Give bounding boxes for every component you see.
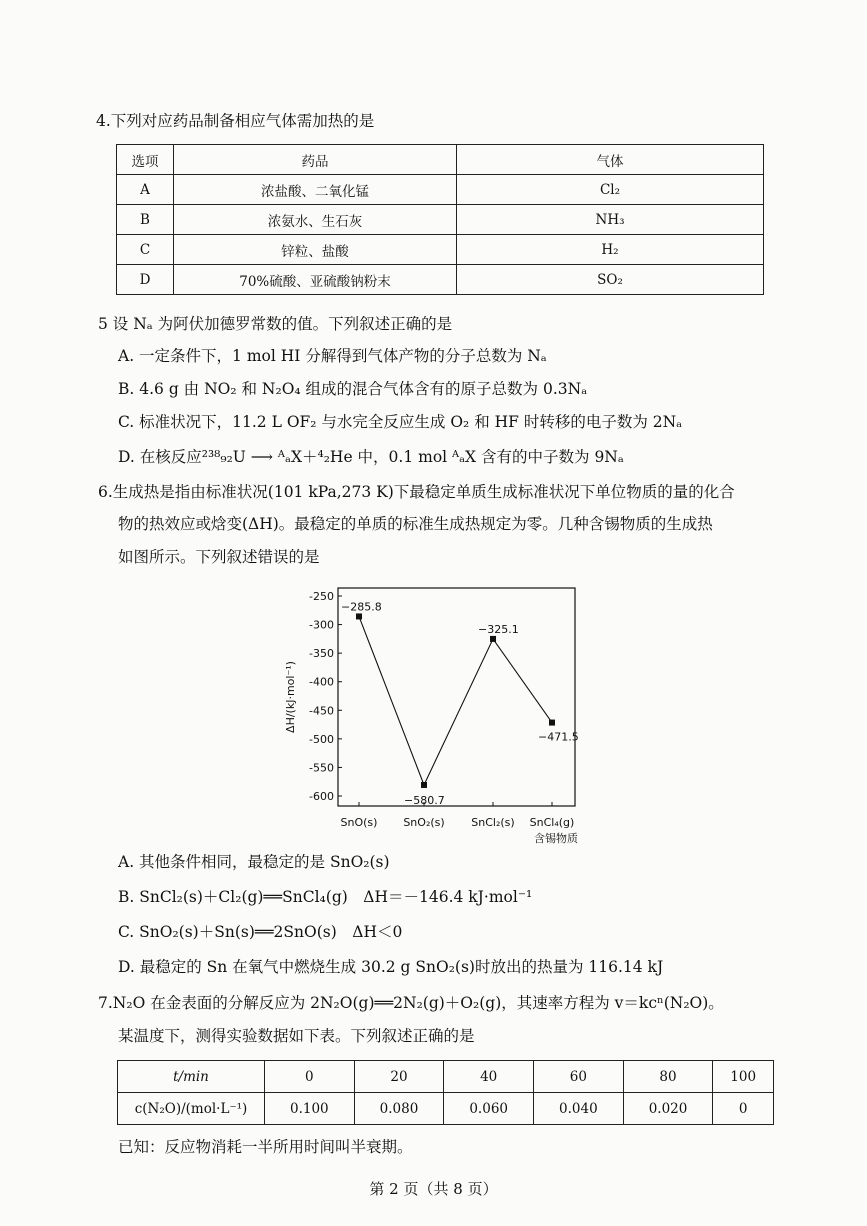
q4-header-drug: 药品	[174, 145, 457, 175]
table-row	[117, 265, 764, 295]
q4-cell-drug: 浓氨水、生石灰	[174, 205, 457, 235]
chart-y-tick-label: -450	[309, 704, 334, 718]
q6-stem-line-3: 如图所示。下列叙述错误的是	[118, 548, 320, 566]
q7-time-header: t/min	[118, 1061, 265, 1093]
q6-enthalpy-chart	[282, 580, 602, 852]
chart-plot-frame	[338, 588, 575, 806]
chart-y-tick-label: -550	[309, 761, 334, 775]
q5-option-d: D. 在核反应²³⁸₉₂U ⟶ ᴬₐX＋⁴₂He 中，0.1 mol ᴬₐX 含有的中子数为 9Nₐ	[118, 448, 624, 466]
q7-time-cell: 40	[444, 1061, 534, 1093]
q7-conc-cell: 0.040	[534, 1093, 624, 1125]
q4-cell-drug: 锌粒、盐酸	[174, 235, 457, 265]
q7-conc-cell: 0.060	[444, 1093, 534, 1125]
q4-header-gas: 气体	[457, 145, 764, 175]
chart-y-axis-label: ΔH/(kJ·mol⁻¹)	[284, 661, 297, 733]
q7-time-cell: 20	[354, 1061, 444, 1093]
table-row	[117, 175, 764, 205]
q5-option-c: C. 标准状况下，11.2 L OF₂ 与水完全反应生成 O₂ 和 HF 时转移的电子数为 2Nₐ	[118, 413, 683, 431]
q7-time-cell: 100	[713, 1061, 774, 1093]
q4-table	[116, 144, 764, 295]
q4-cell-gas: Cl₂	[457, 175, 764, 205]
chart-series-line	[359, 616, 552, 785]
q7-note: 已知：反应物消耗一半所用时间叫半衰期。	[118, 1138, 413, 1156]
chart-x-tick-label: SnO(s)	[340, 816, 378, 829]
chart-data-point	[421, 782, 427, 788]
q6-option-b: B. SnCl₂(s)＋Cl₂(g)══SnCl₄(g) ΔH＝－146.4 kJ·mol⁻¹	[118, 888, 533, 906]
chart-data-point	[490, 636, 496, 642]
chart-data-point	[356, 613, 362, 619]
chart-y-tick-label: -250	[309, 590, 334, 603]
chart-y-tick-label: -400	[309, 675, 334, 689]
chart-data-label: −580.7	[404, 793, 445, 807]
q4-cell-gas: NH₃	[457, 205, 764, 235]
page-footer: 第 2 页（共 8 页）	[369, 1180, 498, 1198]
q7-conc-cell: 0.100	[265, 1093, 355, 1125]
q7-time-cell: 0	[265, 1061, 355, 1093]
chart-data-point	[549, 720, 555, 726]
q4-cell-drug: 浓盐酸、二氧化锰	[174, 175, 457, 205]
q6-stem-line-2: 物的热效应或焓变(ΔH)。最稳定的单质的标准生成热规定为零。几种含锡物质的生成热	[118, 515, 713, 533]
q7-conc-cell: 0	[713, 1093, 774, 1125]
q7-time-cell: 80	[623, 1061, 713, 1093]
q4-cell-opt: B	[117, 205, 174, 235]
q6-option-a: A. 其他条件相同，最稳定的是 SnO₂(s)	[118, 853, 390, 871]
chart-y-tick-label: -500	[309, 732, 334, 746]
chart-x-axis-label: 含锡物质	[534, 832, 578, 845]
chart-y-tick-label: -300	[309, 618, 334, 632]
q4-stem: 4.下列对应药品制备相应气体需加热的是	[96, 112, 375, 130]
chart-x-tick-label: SnO₂(s)	[403, 816, 445, 829]
chart-y-tick-label: -600	[309, 790, 334, 803]
q7-stem-line-2: 某温度下，测得实验数据如下表。下列叙述正确的是	[118, 1027, 475, 1045]
q4-cell-opt: D	[117, 265, 174, 295]
q5-option-b: B. 4.6 g 由 NO₂ 和 N₂O₄ 组成的混合气体含有的原子总数为 0.3Nₐ	[118, 380, 588, 398]
q7-conc-header: c(N₂O)/(mol·L⁻¹)	[118, 1093, 265, 1125]
q7-data-table	[117, 1060, 774, 1125]
q5-option-a: A. 一定条件下，1 mol HI 分解得到气体产物的分子总数为 Nₐ	[118, 347, 547, 365]
chart-data-label: −471.5	[538, 730, 579, 744]
chart-y-tick-label: -350	[309, 647, 334, 661]
q4-header-option: 选项	[117, 145, 174, 175]
q7-conc-row	[118, 1093, 774, 1125]
table-row	[117, 205, 764, 235]
q4-cell-opt: A	[117, 175, 174, 205]
q4-cell-drug: 70%硫酸、亚硫酸钠粉末	[174, 265, 457, 295]
q7-time-cell: 60	[534, 1061, 624, 1093]
table-row	[117, 235, 764, 265]
q7-stem-line-1: 7.N₂O 在金表面的分解反应为 2N₂O(g)══2N₂(g)＋O₂(g)，其速率方程为 v＝kcⁿ(N₂O)。	[98, 994, 724, 1012]
q6-option-d: D. 最稳定的 Sn 在氧气中燃烧生成 30.2 g SnO₂(s)时放出的热量为 116.14 kJ	[118, 958, 664, 976]
chart-data-label: −325.1	[478, 622, 519, 636]
q6-option-c: C. SnO₂(s)＋Sn(s)══2SnO(s) ΔH＜0	[118, 923, 403, 941]
q4-cell-opt: C	[117, 235, 174, 265]
chart-x-tick-label: SnCl₂(s)	[471, 816, 515, 829]
q4-cell-gas: SO₂	[457, 265, 764, 295]
q5-stem: 5 设 Nₐ 为阿伏加德罗常数的值。下列叙述正确的是	[98, 315, 453, 333]
q7-time-row	[118, 1061, 774, 1093]
q4-cell-gas: H₂	[457, 235, 764, 265]
q4-header-row	[117, 145, 764, 175]
q6-stem-line-1: 6.生成热是指由标准状况(101 kPa,273 K)下最稳定单质生成标准状况下单位物质的量的化合	[98, 483, 735, 501]
q7-conc-cell: 0.080	[354, 1093, 444, 1125]
chart-data-label: −285.8	[341, 600, 382, 614]
q7-conc-cell: 0.020	[623, 1093, 713, 1125]
chart-x-tick-label: SnCl₄(g)	[529, 816, 575, 829]
